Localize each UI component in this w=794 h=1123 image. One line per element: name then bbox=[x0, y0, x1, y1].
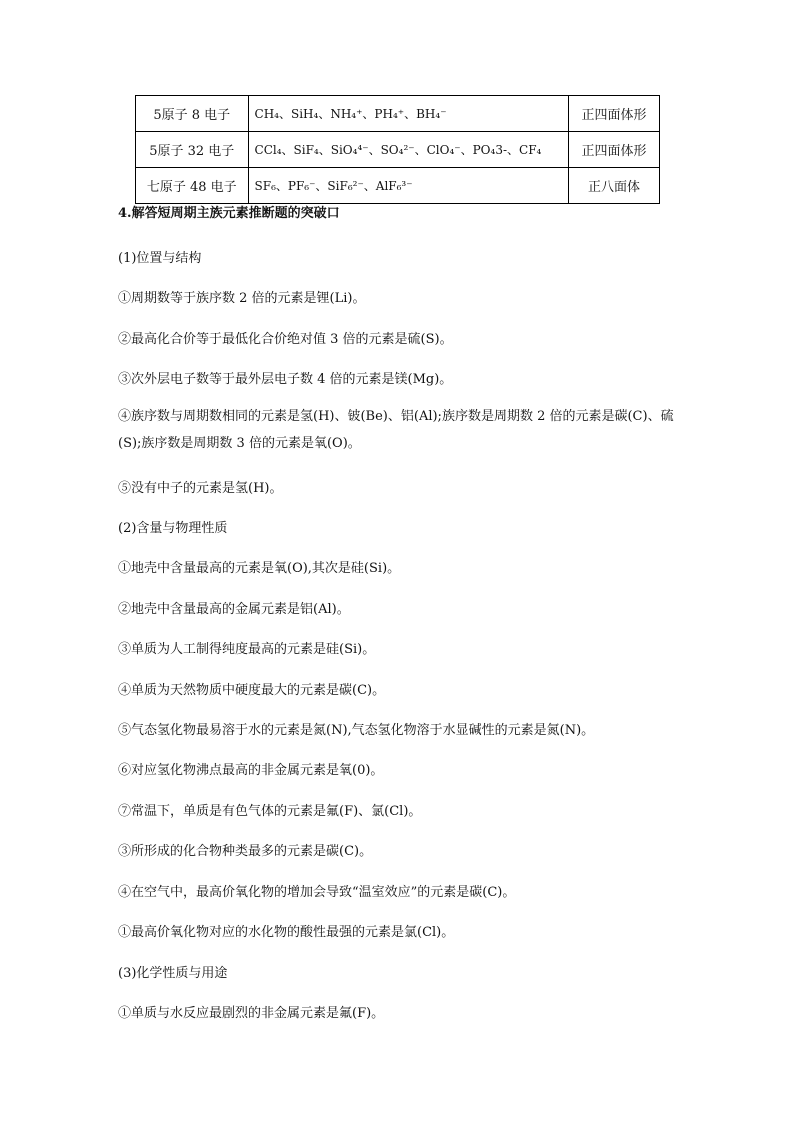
paragraph: ③所形成的化合物种类最多的元素是碳(C)。 bbox=[118, 844, 373, 859]
table-row bbox=[136, 96, 660, 132]
paragraph: ⑤气态氢化物最易溶于水的元素是氮(N),气态氢化物溶于水显碱性的元素是氮(N)。 bbox=[118, 723, 595, 738]
paragraph: ④在空气中，最高价氧化物的增加会导致“温室效应”的元素是碳(C)。 bbox=[118, 885, 516, 900]
table-cell-name: 5原子 8 电子 bbox=[136, 96, 249, 132]
table-cell-formulas: SF₆、PF₆⁻、SiF₆²⁻、AlF₆³⁻ bbox=[248, 168, 568, 204]
paragraph: ④单质为天然物质中硬度最大的元素是碳(C)。 bbox=[118, 683, 386, 698]
subsection-title: (1)位置与结构 bbox=[118, 251, 202, 266]
subsection-title: (2)含量与物理性质 bbox=[118, 521, 228, 536]
table-row bbox=[136, 132, 660, 168]
section-heading: 4.解答短周期主族元素推断题的突破口 bbox=[118, 206, 340, 221]
paragraph: ②地壳中含量最高的金属元素是铝(Al)。 bbox=[118, 602, 350, 617]
paragraph: ③单质为人工制得纯度最高的元素是硅(Si)。 bbox=[118, 642, 376, 657]
table-cell-name: 5原子 32 电子 bbox=[136, 132, 249, 168]
table-cell-shape: 正四面体形 bbox=[568, 132, 659, 168]
paragraph: ①周期数等于族序数 2 倍的元素是锂(Li)。 bbox=[118, 291, 366, 306]
table-cell-name: 七原子 48 电子 bbox=[136, 168, 249, 204]
paragraph: ⑤没有中子的元素是氢(H)。 bbox=[118, 481, 283, 496]
paragraph: ⑥对应氢化物沸点最高的非金属元素是氧(0)。 bbox=[118, 763, 384, 778]
molecule-shape-table bbox=[135, 95, 660, 204]
table-cell-formulas: CH₄、SiH₄、NH₄⁺、PH₄⁺、BH₄⁻ bbox=[248, 96, 568, 132]
paragraph: ⑦常温下，单质是有色气体的元素是氟(F)、氯(Cl)。 bbox=[118, 804, 422, 819]
table-row bbox=[136, 168, 660, 204]
paragraph: ①单质与水反应最剧烈的非金属元素是氟(F)。 bbox=[118, 1006, 385, 1021]
table-cell-shape: 正四面体形 bbox=[568, 96, 659, 132]
table-cell-shape: 正八面体 bbox=[568, 168, 659, 204]
subsection-title: (3)化学性质与用途 bbox=[118, 966, 228, 981]
paragraph: ①最高价氧化物对应的水化物的酸性最强的元素是氯(Cl)。 bbox=[118, 925, 455, 940]
paragraph: ①地壳中含量最高的元素是氧(O),其次是硅(Si)。 bbox=[118, 561, 401, 576]
paragraph: ③次外层电子数等于最外层电子数 4 倍的元素是镁(Mg)。 bbox=[118, 372, 453, 387]
table-cell-formulas: CCl₄、SiF₄、SiO₄⁴⁻、SO₄²⁻、ClO₄⁻、PO₄3-、CF₄ bbox=[248, 132, 568, 168]
paragraph: ④族序数与周期数相同的元素是氢(H)、铍(Be)、铝(Al);族序数是周期数 2 倍的元素是碳(C)、硫(S);族序数是周期数 3 倍的元素是氧(O)。 bbox=[118, 409, 674, 451]
paragraph: ②最高化合价等于最低化合价绝对值 3 倍的元素是硫(S)。 bbox=[118, 332, 453, 347]
